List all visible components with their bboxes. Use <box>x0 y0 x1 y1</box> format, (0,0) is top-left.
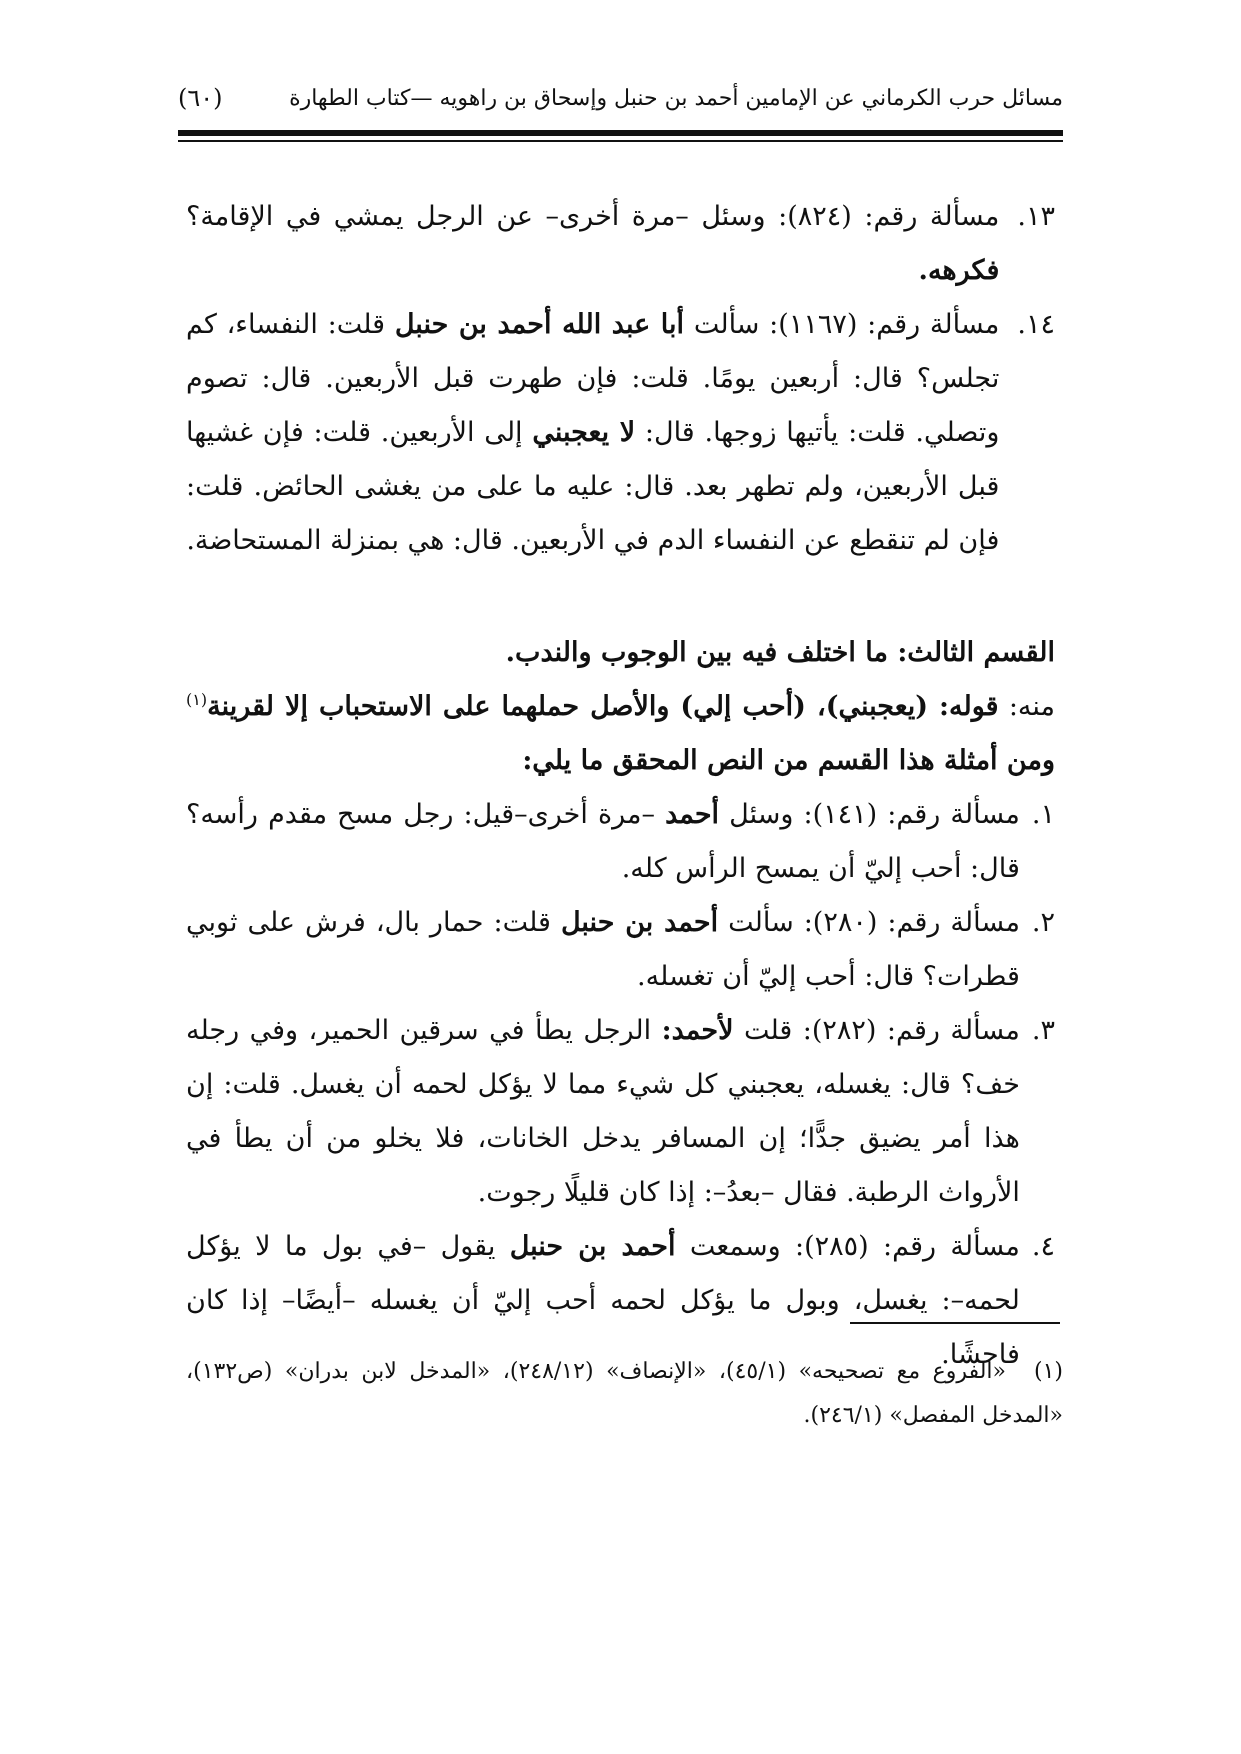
footnote-separator <box>850 1322 1060 1324</box>
example-text <box>186 788 1020 896</box>
issue-number: ١٤. <box>1017 309 1055 340</box>
intro-bold: قوله: (يعجبني)، (أحب إلي) والأصل حملهما على الاستحباب إلا لقرينة <box>207 691 999 722</box>
text-run: قلت: حمار بال، فرش على ثوبي قطرات؟ قال: أحب إليّ أن تغسله. <box>186 907 1020 992</box>
footnote-number: (١) <box>1033 1359 1063 1384</box>
header-rule-thin <box>178 140 1063 142</box>
issue-number: ١٣. <box>1017 201 1055 232</box>
issue-text <box>186 298 999 568</box>
bold-name: لأحمد: <box>661 1015 734 1046</box>
issue-14 <box>186 298 1055 568</box>
example-1 <box>186 788 1055 896</box>
header-title: مسائل حرب الكرماني عن الإمامين أحمد بن حنبل وإسحاق بن راهويه —كتاب الطهارة <box>289 85 1063 111</box>
example-number: ١. <box>1031 799 1055 830</box>
text-run: مسألة رقم: (١١٦٧): سألت <box>684 309 1000 340</box>
section-heading: القسم الثالث: ما اختلف فيه بين الوجوب والندب. <box>505 637 1055 668</box>
bold-name: أحمد <box>665 799 720 830</box>
text-run: مسألة رقم: (٢٨٢): قلت <box>733 1015 1020 1046</box>
bold-name: أحمد بن حنبل <box>560 907 719 938</box>
text-run: قلت: النفساء، كم تجلس؟ قال: أربعين يومًا. قلت: فإن طهرت قبل الأربعين. قال: تصوم وتصلي. قلت: يأتيها زوجها. قال: <box>186 309 1000 448</box>
header-rule-thick <box>178 130 1063 136</box>
intro-prefix: منه: <box>998 691 1055 722</box>
example-text <box>186 896 1020 1004</box>
spacer <box>186 568 1055 626</box>
issue-13-text: مسألة رقم: (٨٢٤): وسئل –مرة أخرى– عن الرجل يمشي في الإقامة؟ <box>186 201 1000 232</box>
bold-phrase: لا يعجبني <box>532 417 636 448</box>
example-text <box>186 1004 1020 1220</box>
section-intro <box>186 680 1055 788</box>
page-number: (٦٠) <box>178 84 223 112</box>
bold-name: أبا عبد الله أحمد بن حنبل <box>394 309 685 340</box>
issue-13-answer: فكرهه. <box>918 255 1000 286</box>
footnote-text: «الفروع مع تصحيحه» (٤٥/١)، «الإنصاف» (٢٤٨/١٢)، «المدخل لابن بدران» (ص١٣٢)، «المدخل المفصل» (٢٤٦/١). <box>186 1359 1063 1428</box>
example-number: ٤. <box>1031 1231 1055 1262</box>
text-run: مسألة رقم: (١٤١): وسئل <box>719 799 1020 830</box>
text-run: الرجل يطأ في سرقين الحمير، وفي رجله خف؟ قال: يغسله، يعجبني كل شيء مما لا يؤكل لحمه أن يغسل. قلت: إن هذا أمر يضيق جدًّا؛ إن المسافر يدخل الخانات، فلا يخلو من أن يطأ في الأرواث الرطبة. فقال –بعدُ–: إذا كان قليلًا رجوت. <box>186 1015 1020 1208</box>
bold-name: أحمد بن حنبل <box>509 1231 676 1262</box>
example-2 <box>186 896 1055 1004</box>
text-run: يقول –في بول ما لا يؤكل لحمه–: يغسل، وبول ما يؤكل لحمه أحب إليّ أن يغسله –أيضًا– إذا كان فاحشًا. <box>186 1231 1020 1370</box>
text-run: مسألة رقم: (٢٨٥): وسمعت <box>675 1231 1020 1262</box>
issue-text <box>186 190 999 298</box>
page-header <box>178 78 1063 118</box>
example-3 <box>186 1004 1055 1220</box>
text-run: –مرة أخرى–قيل: رجل مسح مقدم رأسه؟قال: أحب إليّ أن يمسح الرأس كله. <box>186 799 1020 884</box>
intro-bold: ومن أمثلة هذا القسم من النص المحقق ما يلي: <box>522 745 1055 776</box>
footnote-ref[interactable]: (١) <box>186 690 208 709</box>
text-run: مسألة رقم: (٢٨٠): سألت <box>718 907 1020 938</box>
text-run: إلى الأربعين. قلت: فإن غشيها قبل الأربعين، ولم تطهر بعد. قال: عليه ما على من يغشى الحائض. قلت: فإن لم تنقطع عن النفساء الدم في الأربعين. قال: هي بمنزلة المستحاضة. <box>186 417 1000 556</box>
issue-13 <box>186 190 1055 298</box>
example-number: ٣. <box>1031 1015 1055 1046</box>
example-number: ٢. <box>1031 907 1055 938</box>
footnote <box>186 1350 1063 1438</box>
main-text <box>186 190 1055 1382</box>
